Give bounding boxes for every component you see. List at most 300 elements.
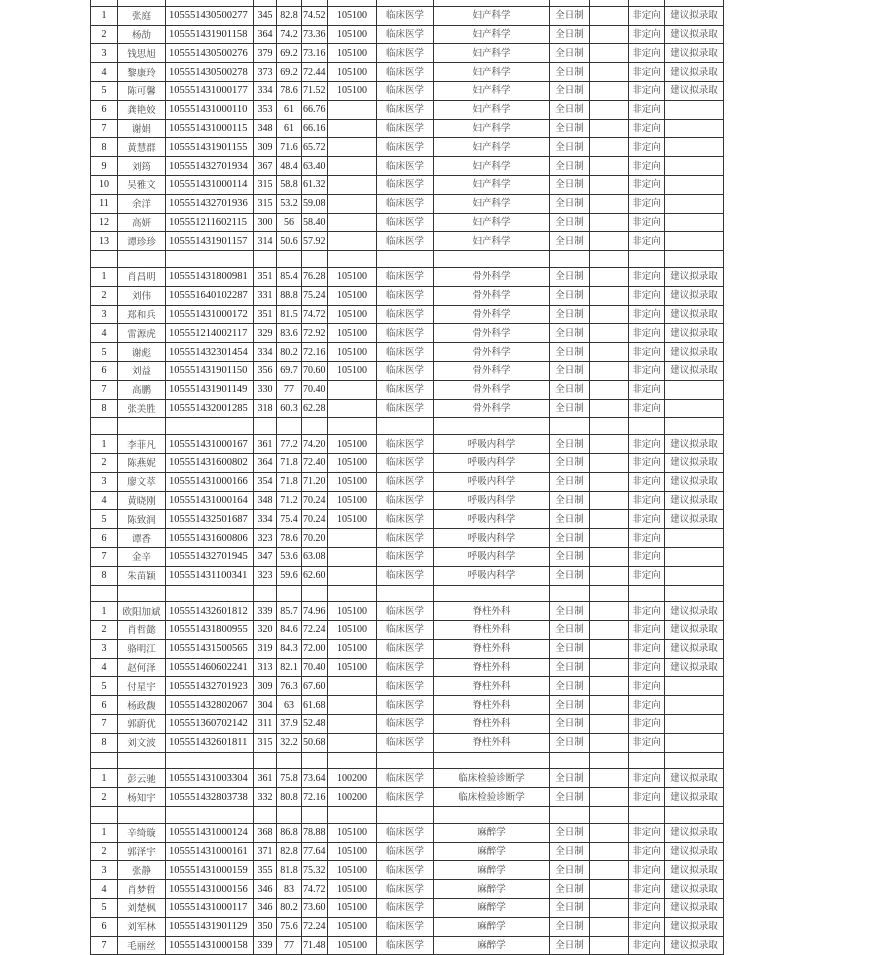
exam-id: 105551431600802	[166, 453, 254, 472]
admission-result: 建议拟录取	[665, 267, 724, 286]
initial-score: 367	[254, 157, 277, 176]
initial-score: 313	[254, 658, 277, 677]
orientation: 非定向	[629, 286, 665, 305]
major-name: 麻醉学	[434, 936, 550, 955]
major-name: 呼吸内科学	[434, 566, 550, 585]
study-mode: 全日制	[550, 380, 590, 399]
student-name: 郑和兵	[118, 305, 166, 324]
admission-result: 建议拟录取	[665, 880, 724, 899]
study-mode: 全日制	[550, 472, 590, 491]
category: 临床医学	[377, 769, 434, 788]
admission-result: 建议拟录取	[665, 602, 724, 621]
empty-cell	[550, 752, 590, 769]
major-code	[328, 232, 377, 251]
student-name: 陈致润	[118, 510, 166, 529]
table-row	[91, 547, 724, 566]
admission-result	[665, 119, 724, 138]
retest-score: 63	[277, 696, 302, 715]
row-number: 7	[91, 119, 118, 138]
extra-cell	[590, 435, 629, 454]
row-number: 4	[91, 658, 118, 677]
extra-cell	[590, 63, 629, 82]
total-score: 57.92	[302, 232, 328, 251]
exam-id: 105551432701923	[166, 677, 254, 696]
initial-score: 353	[254, 100, 277, 119]
total-score: 70.60	[302, 361, 328, 380]
study-mode: 全日制	[550, 823, 590, 842]
row-number: 8	[91, 566, 118, 585]
total-score: 66.16	[302, 119, 328, 138]
admission-result: 建议拟录取	[665, 788, 724, 807]
table-row	[91, 677, 724, 696]
student-name: 高鹏	[118, 380, 166, 399]
student-name: 杨知宇	[118, 788, 166, 807]
student-name: 钱思旭	[118, 44, 166, 63]
empty-cell	[328, 752, 377, 769]
student-name: 肖哲懿	[118, 621, 166, 640]
admission-result: 建议拟录取	[665, 6, 724, 25]
empty-cell	[434, 251, 550, 268]
retest-score: 82.1	[277, 658, 302, 677]
exam-id: 105551432301454	[166, 343, 254, 362]
retest-score: 84.6	[277, 621, 302, 640]
total-score: 71.52	[302, 81, 328, 100]
study-mode: 全日制	[550, 733, 590, 752]
major-code	[328, 380, 377, 399]
retest-score: 85.7	[277, 602, 302, 621]
major-name: 麻醉学	[434, 823, 550, 842]
student-name: 刘楚枫	[118, 899, 166, 918]
retest-score: 82.8	[277, 842, 302, 861]
category: 临床医学	[377, 119, 434, 138]
extra-cell	[590, 566, 629, 585]
initial-score: 331	[254, 286, 277, 305]
major-name: 骨外科学	[434, 380, 550, 399]
extra-cell	[590, 25, 629, 44]
category: 临床医学	[377, 880, 434, 899]
total-score: 70.24	[302, 510, 328, 529]
extra-cell	[590, 44, 629, 63]
empty-cell	[377, 585, 434, 602]
retest-score: 81.5	[277, 305, 302, 324]
major-code: 105100	[328, 917, 377, 936]
empty-cell	[254, 585, 277, 602]
category: 临床医学	[377, 936, 434, 955]
study-mode: 全日制	[550, 566, 590, 585]
major-code: 105100	[328, 658, 377, 677]
major-name: 妇产科学	[434, 157, 550, 176]
orientation: 非定向	[629, 861, 665, 880]
student-name: 张庭	[118, 6, 166, 25]
extra-cell	[590, 305, 629, 324]
table-row	[91, 510, 724, 529]
total-score: 62.28	[302, 399, 328, 418]
major-code: 105100	[328, 880, 377, 899]
exam-id: 105551214002117	[166, 324, 254, 343]
major-name: 妇产科学	[434, 119, 550, 138]
admission-result: 建议拟录取	[665, 44, 724, 63]
extra-cell	[590, 324, 629, 343]
major-name: 妇产科学	[434, 213, 550, 232]
major-name: 骨外科学	[434, 399, 550, 418]
total-score: 72.00	[302, 639, 328, 658]
orientation: 非定向	[629, 472, 665, 491]
orientation: 非定向	[629, 621, 665, 640]
empty-cell	[434, 418, 550, 435]
empty-cell	[665, 807, 724, 824]
major-code: 105100	[328, 621, 377, 640]
empty-cell	[590, 251, 629, 268]
table-row	[91, 286, 724, 305]
retest-score: 59.6	[277, 566, 302, 585]
major-name: 骨外科学	[434, 343, 550, 362]
row-number: 12	[91, 213, 118, 232]
initial-score: 364	[254, 453, 277, 472]
admission-result	[665, 696, 724, 715]
empty-cell	[550, 418, 590, 435]
admission-result: 建议拟录取	[665, 453, 724, 472]
study-mode: 全日制	[550, 267, 590, 286]
row-number: 3	[91, 861, 118, 880]
table-row	[91, 232, 724, 251]
category: 临床医学	[377, 472, 434, 491]
major-code	[328, 194, 377, 213]
student-name: 郭蔚优	[118, 715, 166, 734]
orientation: 非定向	[629, 677, 665, 696]
study-mode: 全日制	[550, 435, 590, 454]
admission-result: 建议拟录取	[665, 361, 724, 380]
category: 临床医学	[377, 658, 434, 677]
initial-score: 364	[254, 25, 277, 44]
row-number: 4	[91, 880, 118, 899]
orientation: 非定向	[629, 936, 665, 955]
empty-cell	[302, 418, 328, 435]
row-number: 1	[91, 6, 118, 25]
empty-cell	[665, 585, 724, 602]
major-code	[328, 213, 377, 232]
study-mode: 全日制	[550, 715, 590, 734]
empty-cell	[254, 807, 277, 824]
major-code: 105100	[328, 44, 377, 63]
extra-cell	[590, 138, 629, 157]
empty-cell	[166, 418, 254, 435]
study-mode: 全日制	[550, 343, 590, 362]
exam-id: 105551431901129	[166, 917, 254, 936]
row-number: 3	[91, 639, 118, 658]
row-number: 3	[91, 472, 118, 491]
major-code	[328, 138, 377, 157]
extra-cell	[590, 157, 629, 176]
exam-id: 105551431003304	[166, 769, 254, 788]
exam-id: 105551460602241	[166, 658, 254, 677]
initial-score: 318	[254, 399, 277, 418]
major-name: 妇产科学	[434, 100, 550, 119]
study-mode: 全日制	[550, 100, 590, 119]
empty-cell	[434, 752, 550, 769]
student-name: 刘文波	[118, 733, 166, 752]
exam-id: 105551432701936	[166, 194, 254, 213]
extra-cell	[590, 361, 629, 380]
retest-score: 75.6	[277, 917, 302, 936]
empty-cell	[166, 752, 254, 769]
category: 临床医学	[377, 100, 434, 119]
orientation: 非定向	[629, 399, 665, 418]
empty-cell	[434, 807, 550, 824]
study-mode: 全日制	[550, 510, 590, 529]
row-number: 7	[91, 715, 118, 734]
category: 临床医学	[377, 842, 434, 861]
major-name: 脊柱外科	[434, 621, 550, 640]
empty-cell	[590, 585, 629, 602]
retest-score: 48.4	[277, 157, 302, 176]
empty-cell	[377, 807, 434, 824]
retest-score: 80.2	[277, 343, 302, 362]
empty-cell	[328, 585, 377, 602]
table-row	[91, 213, 724, 232]
initial-score: 329	[254, 324, 277, 343]
exam-id: 105551431000115	[166, 119, 254, 138]
row-number: 3	[91, 305, 118, 324]
table-row	[91, 138, 724, 157]
student-name: 张美胜	[118, 399, 166, 418]
table-row	[91, 157, 724, 176]
retest-score: 74.2	[277, 25, 302, 44]
category: 临床医学	[377, 696, 434, 715]
empty-cell	[629, 418, 665, 435]
study-mode: 全日制	[550, 286, 590, 305]
total-score: 63.40	[302, 157, 328, 176]
row-number: 2	[91, 453, 118, 472]
table-row	[91, 380, 724, 399]
category: 临床医学	[377, 267, 434, 286]
category: 临床医学	[377, 917, 434, 936]
admission-result: 建议拟录取	[665, 81, 724, 100]
extra-cell	[590, 677, 629, 696]
table-row	[91, 324, 724, 343]
row-number: 6	[91, 917, 118, 936]
category: 临床医学	[377, 343, 434, 362]
study-mode: 全日制	[550, 621, 590, 640]
orientation: 非定向	[629, 81, 665, 100]
row-number: 1	[91, 267, 118, 286]
major-code	[328, 677, 377, 696]
retest-score: 77	[277, 380, 302, 399]
table-row	[91, 6, 724, 25]
empty-cell	[118, 807, 166, 824]
major-code	[328, 399, 377, 418]
initial-score: 350	[254, 917, 277, 936]
major-name: 麻醉学	[434, 899, 550, 918]
extra-cell	[590, 715, 629, 734]
table-row	[91, 453, 724, 472]
student-name: 余洋	[118, 194, 166, 213]
major-code: 105100	[328, 842, 377, 861]
admission-result: 建议拟录取	[665, 658, 724, 677]
exam-id: 105551432001285	[166, 399, 254, 418]
category: 临床医学	[377, 529, 434, 548]
total-score: 72.16	[302, 788, 328, 807]
exam-id: 105551432803738	[166, 788, 254, 807]
major-code: 105100	[328, 63, 377, 82]
extra-cell	[590, 286, 629, 305]
category: 临床医学	[377, 305, 434, 324]
empty-cell	[550, 251, 590, 268]
exam-id: 105551431000166	[166, 472, 254, 491]
category: 临床医学	[377, 157, 434, 176]
extra-cell	[590, 119, 629, 138]
retest-score: 53.2	[277, 194, 302, 213]
admission-result	[665, 529, 724, 548]
category: 临床医学	[377, 453, 434, 472]
empty-cell	[277, 418, 302, 435]
initial-score: 334	[254, 510, 277, 529]
category: 临床医学	[377, 639, 434, 658]
major-code	[328, 100, 377, 119]
orientation: 非定向	[629, 194, 665, 213]
row-number: 8	[91, 399, 118, 418]
exam-id: 105551431000114	[166, 175, 254, 194]
exam-id: 105551430500277	[166, 6, 254, 25]
admission-result	[665, 157, 724, 176]
admission-result	[665, 566, 724, 585]
major-code: 100200	[328, 788, 377, 807]
category: 临床医学	[377, 6, 434, 25]
orientation: 非定向	[629, 547, 665, 566]
retest-score: 81.8	[277, 861, 302, 880]
table-body	[91, 0, 724, 955]
major-name: 妇产科学	[434, 81, 550, 100]
row-number: 6	[91, 100, 118, 119]
student-name: 陈可馨	[118, 81, 166, 100]
exam-id: 105551430500278	[166, 63, 254, 82]
exam-id: 105551431000124	[166, 823, 254, 842]
extra-cell	[590, 510, 629, 529]
study-mode: 全日制	[550, 305, 590, 324]
row-number: 4	[91, 491, 118, 510]
initial-score: 373	[254, 63, 277, 82]
category: 临床医学	[377, 566, 434, 585]
student-name: 张静	[118, 861, 166, 880]
retest-score: 61	[277, 119, 302, 138]
retest-score: 88.8	[277, 286, 302, 305]
category: 临床医学	[377, 715, 434, 734]
orientation: 非定向	[629, 380, 665, 399]
total-score: 74.72	[302, 305, 328, 324]
empty-cell	[91, 418, 118, 435]
total-score: 52.48	[302, 715, 328, 734]
major-name: 脊柱外科	[434, 733, 550, 752]
retest-score: 69.2	[277, 63, 302, 82]
row-number: 6	[91, 361, 118, 380]
major-name: 妇产科学	[434, 63, 550, 82]
study-mode: 全日制	[550, 194, 590, 213]
admission-result: 建议拟录取	[665, 491, 724, 510]
orientation: 非定向	[629, 157, 665, 176]
major-code: 105100	[328, 472, 377, 491]
major-name: 呼吸内科学	[434, 529, 550, 548]
total-score: 78.88	[302, 823, 328, 842]
row-number: 8	[91, 733, 118, 752]
student-name: 雷源虎	[118, 324, 166, 343]
student-name: 肖梦哲	[118, 880, 166, 899]
row-number: 5	[91, 899, 118, 918]
study-mode: 全日制	[550, 936, 590, 955]
empty-cell	[328, 418, 377, 435]
orientation: 非定向	[629, 100, 665, 119]
empty-cell	[434, 585, 550, 602]
student-name: 杨劼	[118, 25, 166, 44]
admission-result: 建议拟录取	[665, 472, 724, 491]
exam-id: 105551431901157	[166, 232, 254, 251]
empty-cell	[166, 585, 254, 602]
retest-score: 71.8	[277, 453, 302, 472]
retest-score: 69.2	[277, 44, 302, 63]
major-code: 105100	[328, 81, 377, 100]
table-row	[91, 343, 724, 362]
total-score: 73.36	[302, 25, 328, 44]
orientation: 非定向	[629, 343, 665, 362]
initial-score: 320	[254, 621, 277, 640]
table-row	[91, 361, 724, 380]
major-name: 呼吸内科学	[434, 547, 550, 566]
initial-score: 346	[254, 880, 277, 899]
orientation: 非定向	[629, 453, 665, 472]
initial-score: 339	[254, 602, 277, 621]
orientation: 非定向	[629, 138, 665, 157]
empty-cell	[665, 251, 724, 268]
total-score: 70.24	[302, 491, 328, 510]
row-number: 4	[91, 63, 118, 82]
row-number: 2	[91, 788, 118, 807]
admission-result: 建议拟录取	[665, 842, 724, 861]
admission-result: 建议拟录取	[665, 305, 724, 324]
major-name: 脊柱外科	[434, 639, 550, 658]
row-number: 5	[91, 677, 118, 696]
row-number: 1	[91, 602, 118, 621]
admission-result: 建议拟录取	[665, 25, 724, 44]
orientation: 非定向	[629, 491, 665, 510]
extra-cell	[590, 529, 629, 548]
exam-id: 105551431000110	[166, 100, 254, 119]
initial-score: 315	[254, 733, 277, 752]
initial-score: 334	[254, 81, 277, 100]
study-mode: 全日制	[550, 639, 590, 658]
extra-cell	[590, 936, 629, 955]
table-row	[91, 100, 724, 119]
table-row	[91, 602, 724, 621]
category: 临床医学	[377, 899, 434, 918]
initial-score: 304	[254, 696, 277, 715]
extra-cell	[590, 81, 629, 100]
category: 临床医学	[377, 81, 434, 100]
major-code: 105100	[328, 453, 377, 472]
extra-cell	[590, 769, 629, 788]
study-mode: 全日制	[550, 6, 590, 25]
total-score: 70.20	[302, 529, 328, 548]
major-code: 105100	[328, 936, 377, 955]
initial-score: 347	[254, 547, 277, 566]
student-name: 朱苗颖	[118, 566, 166, 585]
empty-cell	[377, 752, 434, 769]
table-row	[91, 769, 724, 788]
major-code	[328, 566, 377, 585]
initial-score: 300	[254, 213, 277, 232]
category: 临床医学	[377, 435, 434, 454]
empty-cell	[277, 251, 302, 268]
category: 临床医学	[377, 44, 434, 63]
major-code	[328, 119, 377, 138]
initial-score: 311	[254, 715, 277, 734]
